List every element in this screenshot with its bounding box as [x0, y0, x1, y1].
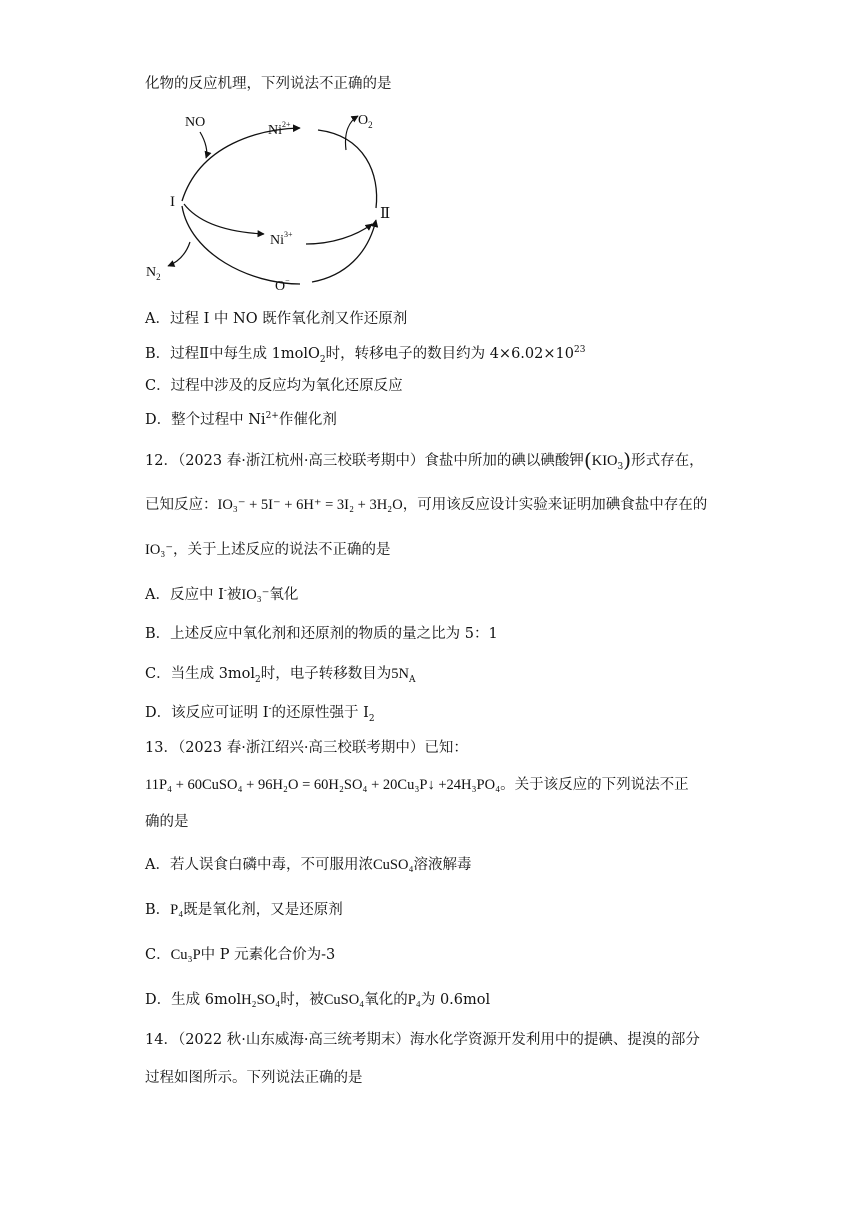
o2-out-arrow — [346, 116, 359, 150]
q11-option-c: C．过程中涉及的反应均为氧化还原反应 — [145, 378, 403, 394]
label-ni3: $Ni^{3+}$ — [270, 230, 293, 248]
o-minus-to-ii-arrow — [312, 220, 376, 282]
q13-option-d: D．生成 6molH₂SO₄时，被CuSO₄氧化的P₄为 0.6mol — [145, 992, 491, 1008]
q14-stem-line1: 14．（2022 秋·山东威海·高三统考期末）海水化学资源开发利用中的提碘、提溴的部分 — [145, 1032, 700, 1048]
q13-stem-line2: 11P₄ + 60CuSO₄ + 96H₂O = 60H₂SO₄ + 20Cu₃P↓ +24H₃PO₄。关于该反应的下列说法不正 — [145, 777, 689, 793]
q13-option-a: A．若人误食白磷中毒，不可服用浓CuSO₄溶液解毒 — [145, 857, 472, 873]
q11-option-d: D．整个过程中 $Ni^{2+}$作催化剂 — [145, 411, 337, 428]
label-no: NO — [185, 115, 206, 130]
cycle-arc-right — [318, 130, 377, 208]
q12-option-a: A．反应中 I-被IO₃⁻氧化 — [145, 586, 299, 603]
label-n2: $N_2$ — [146, 265, 161, 282]
cycle-arc-top — [182, 128, 300, 201]
label-o2: $O_2$ — [358, 113, 373, 130]
q12-option-d: D．该反应可证明 I-的还原性强于 $I_2$ — [145, 704, 375, 724]
q12-stem-line3: IO₃⁻，关于上述反应的说法不正确的是 — [145, 542, 391, 558]
q13-option-c: C．Cu₃P中 P 元素化合价为-3 — [145, 947, 336, 963]
label-ni2: $Ni^{2+}$ — [268, 120, 291, 138]
label-process-i: I — [170, 194, 175, 210]
q12-option-c: C．当生成 3mol$_2$时，电子转移数目为$5N_A$ — [145, 666, 416, 685]
i-to-ni3-arrow — [184, 204, 264, 234]
q11-option-a: A．过程 I 中 NO 既作氧化剂又作还原剂 — [145, 311, 408, 327]
q13-stem-line3: 确的是 — [145, 814, 189, 830]
label-process-ii: Ⅱ — [380, 206, 391, 222]
question-11-stem-tail: 化物的反应机理，下列说法不正确的是 — [145, 76, 392, 92]
label-o-minus: O− — [275, 276, 290, 294]
q11-option-b: B．过程Ⅱ中每生成 1molO$_2$时，转移电子的数目约为 $4\times 6.02\times 10^{23}$ — [145, 345, 586, 365]
q13-equation: 11P₄ + 60CuSO₄ + 96H₂O = 60H₂SO₄ + 20Cu₃P↓ +24H₃PO₄ — [145, 777, 501, 793]
q12-option-b: B．上述反应中氧化剂和还原剂的物质的量之比为 5：1 — [145, 626, 498, 642]
n2-out-arrow — [168, 242, 190, 266]
no-in-arrow — [200, 132, 207, 158]
q12-stem-line1: 12．（2023 春·浙江杭州·高三校联考期中）食盐中所加的碘以碘酸钾$(KIO_3)$形式存在， — [145, 448, 704, 472]
q14-stem-line2: 过程如图所示。下列说法正确的是 — [145, 1070, 363, 1086]
q12-stem-line2: 已知反应：IO₃⁻ + 5I⁻ + 6H⁺ = 3I₂ + 3H₂O，可用该反应设计实验来证明加碘食盐中存在的 — [145, 497, 708, 513]
q13-stem-line1: 13．（2023 春·浙江绍兴·高三校联考期中）已知： — [145, 740, 468, 756]
q13-option-b: B．P₄既是氧化剂，又是还原剂 — [145, 902, 343, 918]
reaction-mechanism-diagram — [140, 104, 410, 294]
q12-equation: IO₃⁻ + 5I⁻ + 6H⁺ = 3I₂ + 3H₂O — [217, 497, 403, 513]
ni3-to-ii-arrow — [306, 224, 372, 244]
